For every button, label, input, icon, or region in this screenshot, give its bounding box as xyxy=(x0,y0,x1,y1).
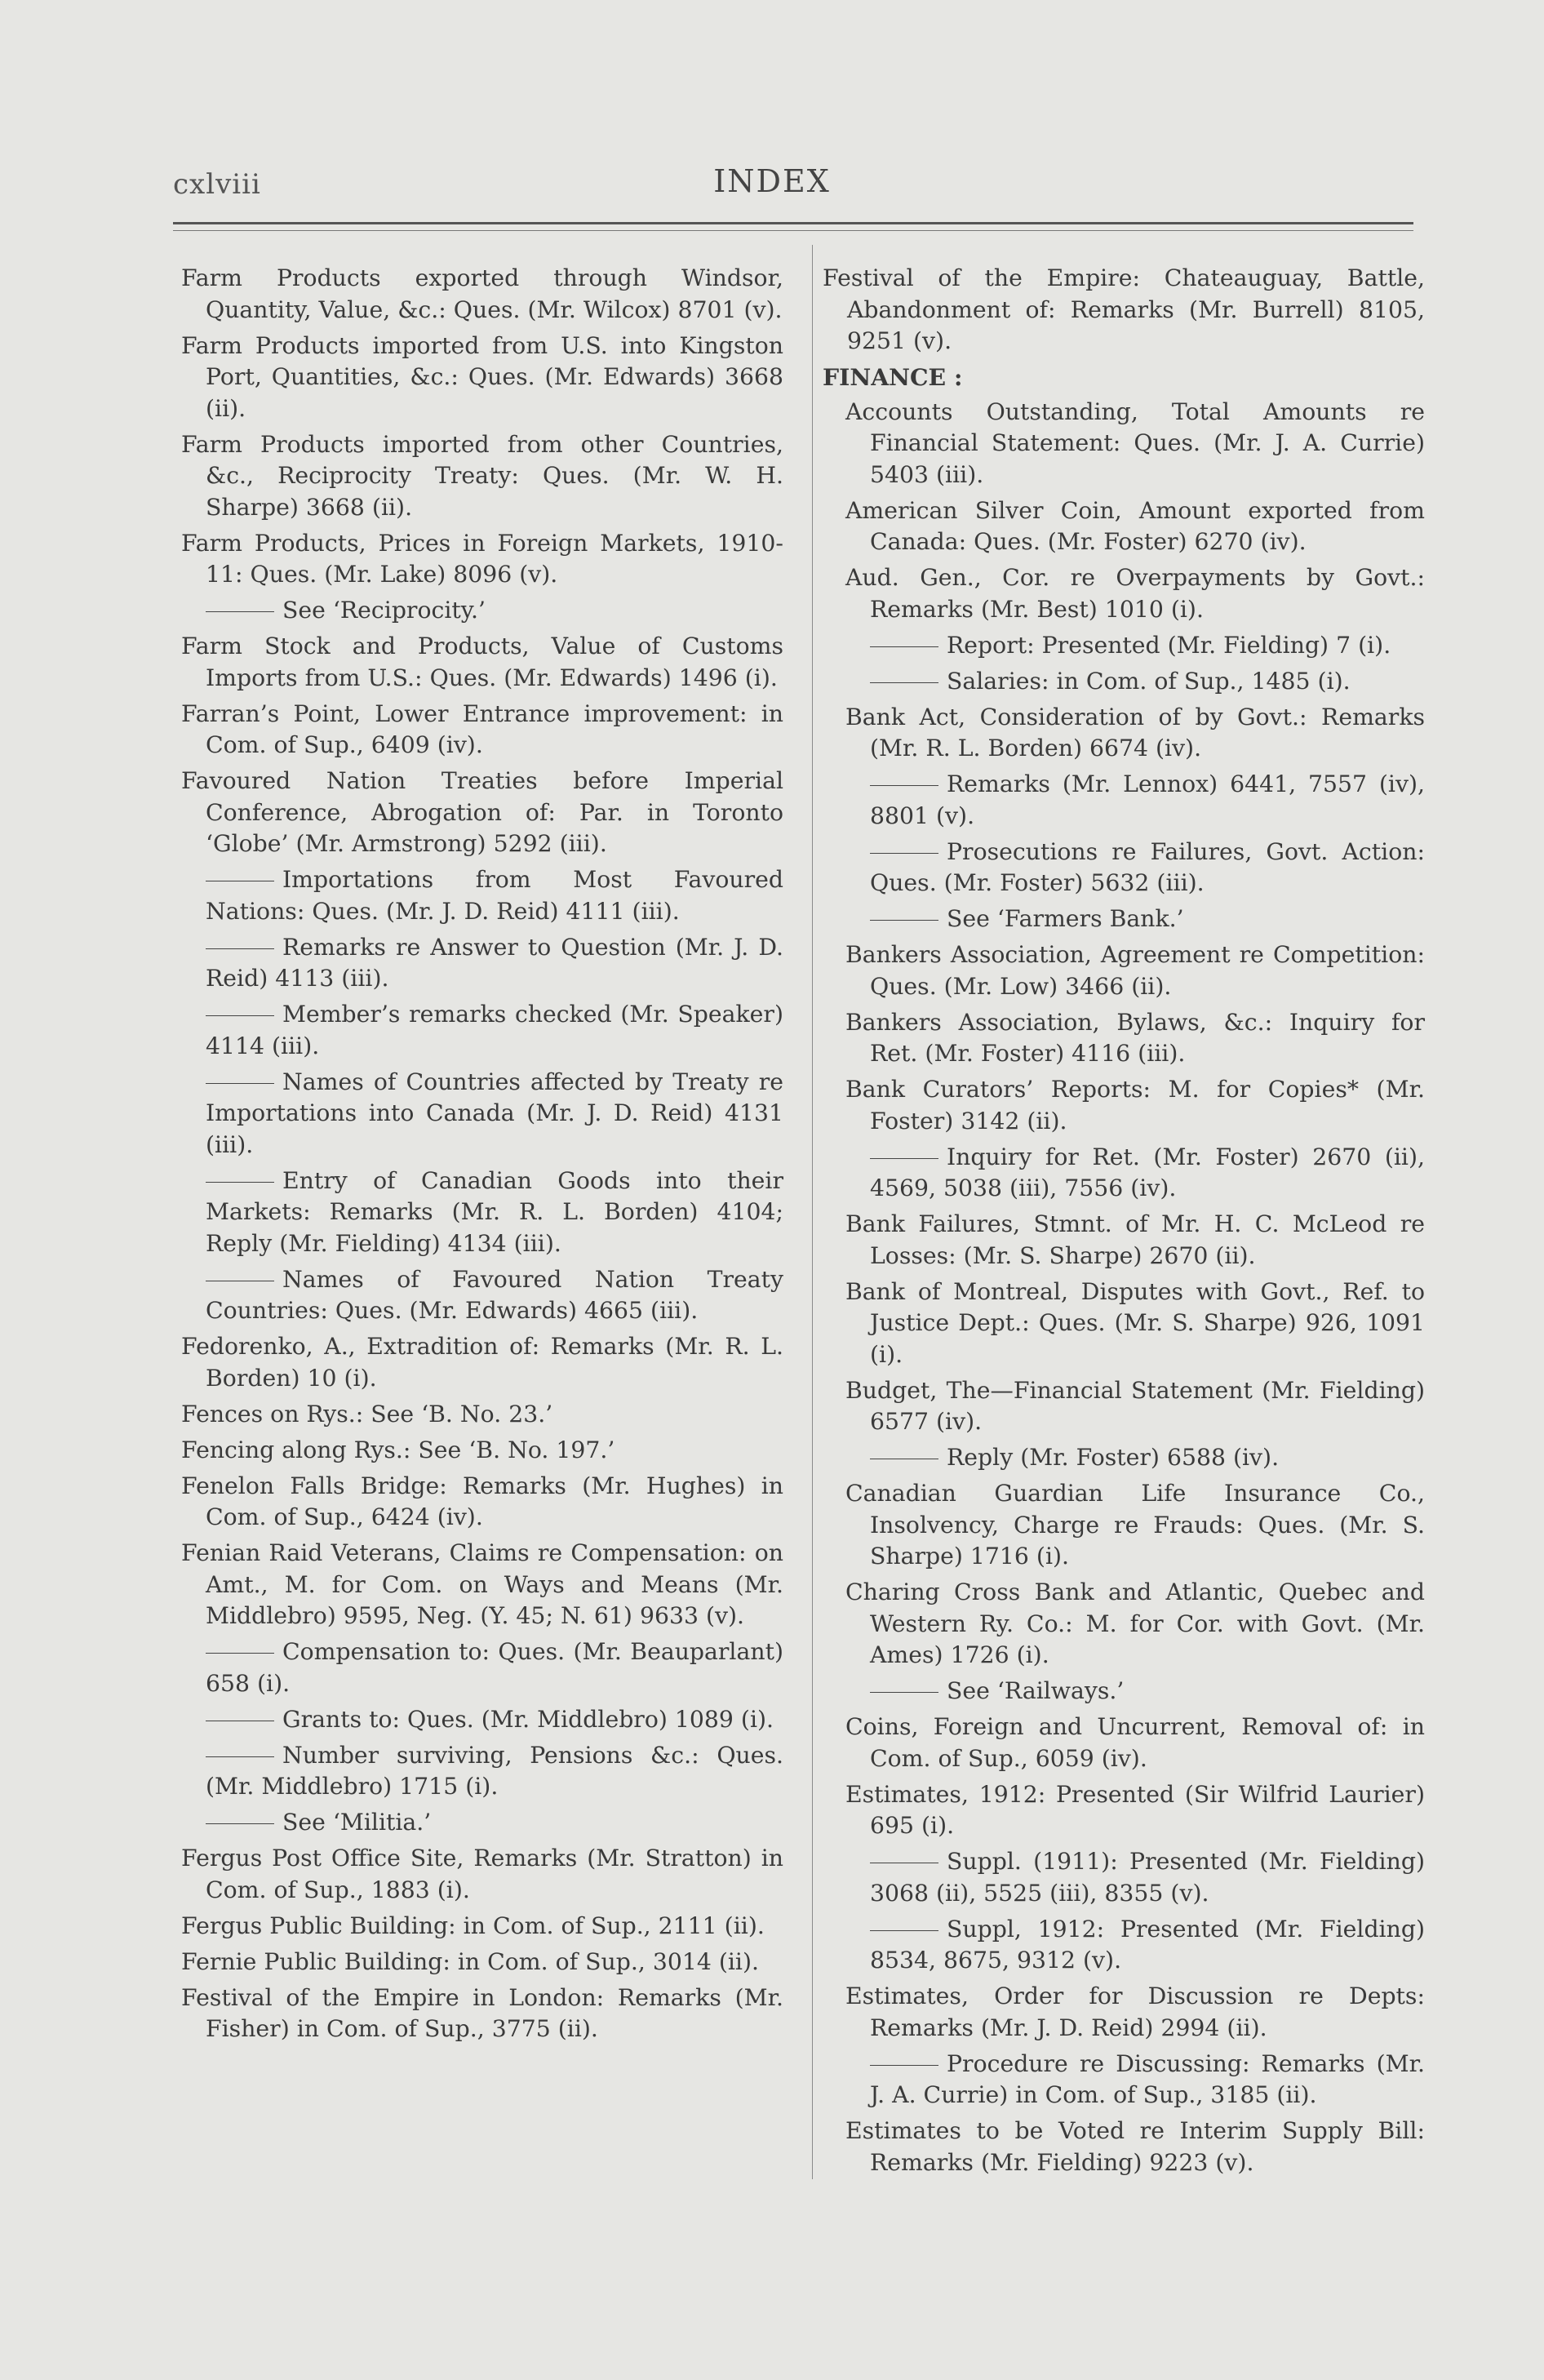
index-subentry: Importations from Most Favoured Nations: Ques. (Mr. J. D. Reid) 4111 (iii). xyxy=(181,864,783,927)
index-subentry: Compensation to: Ques. (Mr. Beauparlant) 658 (i). xyxy=(181,1636,783,1699)
index-entry: Fedorenko, A., Extradition of: Remarks (Mr. R. L. Borden) 10 (i). xyxy=(181,1333,783,1392)
index-entry: Fergus Post Office Site, Remarks (Mr. Stratton) in Com. of Sup., 1883 (i). xyxy=(181,1845,783,1903)
index-subentry: Grants to: Ques. (Mr. Middlebro) 1089 (i). xyxy=(181,1704,783,1736)
index-subentry: Remarks re Answer to Question (Mr. J. D. Reid) 4113 (iii). xyxy=(181,932,783,995)
index-subentry: See ‘Reciprocity.’ xyxy=(181,595,783,627)
index-entry: American Silver Coin, Amount exported from Canada: Ques. (Mr. Foster) 6270 (iv). xyxy=(845,496,1425,555)
index-entry: Farm Products imported from U.S. into Kingston Port, Quantities, &c.: Ques. (Mr. Edwards) 3668 (ii). xyxy=(181,331,783,422)
index-subentry: Procedure re Discussing: Remarks (Mr. J. A. Currie) in Com. of Sup., 3185 (ii). xyxy=(823,2049,1425,2111)
index-entry: Coins, Foreign and Uncurrent, Removal of: in Com. of Sup., 6059 (iv). xyxy=(845,1713,1425,1772)
index-entry: Budget, The—Financial Statement (Mr. Fielding) 6577 (iv). xyxy=(845,1376,1425,1435)
index-subentry: Salaries: in Com. of Sup., 1485 (i). xyxy=(823,666,1425,698)
index-entry: Bankers Association, Agreement re Competition: Ques. (Mr. Low) 3466 (ii). xyxy=(845,941,1425,1000)
index-subentry: Suppl. (1911): Presented (Mr. Fielding) 3068 (ii), 5525 (iii), 8355 (v). xyxy=(823,1846,1425,1909)
index-subentry: See ‘Farmers Bank.’ xyxy=(823,904,1425,935)
index-entry: Estimates, 1912: Presented (Sir Wilfrid Laurier) 695 (i). xyxy=(845,1780,1425,1839)
index-entry: Farm Products exported through Windsor, Quantity, Value, &c.: Ques. (Mr. Wilcox) 8701 (v). xyxy=(181,264,783,323)
index-entry: Favoured Nation Treaties before Imperial Conference, Abrogation of: Par. in Toronto ‘Globe’ (Mr. Armstrong) 5292 (iii). xyxy=(181,767,783,857)
index-subentry: Names of Favoured Nation Treaty Countries: Ques. (Mr. Edwards) 4665 (iii). xyxy=(181,1264,783,1327)
index-entry: Bankers Association, Bylaws, &c.: Inquiry for Ret. (Mr. Foster) 4116 (iii). xyxy=(845,1008,1425,1067)
index-subentry: Number surviving, Pensions &c.: Ques. (Mr. Middlebro) 1715 (i). xyxy=(181,1740,783,1803)
index-entry: Farm Products imported from other Countries, &c., Reciprocity Treaty: Ques. (Mr. W. H. Sharpe) 3668 (ii). xyxy=(181,430,783,521)
index-entry: Festival of the Empire: Chateauguay, Battle, Abandonment of: Remarks (Mr. Burrell) 8105, 9251 (v). xyxy=(823,264,1425,354)
index-subentry: Member’s remarks checked (Mr. Speaker) 4114 (iii). xyxy=(181,999,783,1062)
right-column xyxy=(823,263,1425,2183)
index-entry: Festival of the Empire in London: Remarks (Mr. Fisher) in Com. of Sup., 3775 (ii). xyxy=(181,1983,783,2042)
index-subentry: See ‘Militia.’ xyxy=(181,1807,783,1839)
index-entry: Fencing along Rys.: See ‘B. No. 197.’ xyxy=(181,1436,615,1463)
index-entry: Aud. Gen., Cor. re Overpayments by Govt.: Remarks (Mr. Best) 1010 (i). xyxy=(845,564,1425,623)
page-number: cxlviii xyxy=(173,168,261,201)
column-divider xyxy=(812,245,813,2179)
index-entry: Estimates to be Voted re Interim Supply Bill: Remarks (Mr. Fielding) 9223 (v). xyxy=(845,2117,1425,2176)
index-subentry: Inquiry for Ret. (Mr. Foster) 2670 (ii), 4569, 5038 (iii), 7556 (iv). xyxy=(823,1142,1425,1205)
index-entry: Farm Products, Prices in Foreign Markets, 1910-11: Ques. (Mr. Lake) 8096 (v). xyxy=(181,529,783,588)
index-entry: Bank Curators’ Reports: M. for Copies* (Mr. Foster) 3142 (ii). xyxy=(845,1076,1425,1134)
index-subentry: Reply (Mr. Foster) 6588 (iv). xyxy=(823,1442,1425,1474)
index-entry: Accounts Outstanding, Total Amounts re Financial Statement: Ques. (Mr. J. A. Currie) 5403 (iii). xyxy=(845,397,1425,488)
index-subentry: Suppl, 1912: Presented (Mr. Fielding) 8534, 8675, 9312 (v). xyxy=(823,1914,1425,1977)
index-entry: Fences on Rys.: See ‘B. No. 23.’ xyxy=(181,1400,553,1428)
index-entry: Bank of Montreal, Disputes with Govt., Ref. to Justice Dept.: Ques. (Mr. S. Sharpe) 926, 1091 (i). xyxy=(845,1277,1425,1368)
index-subentry: Names of Countries affected by Treaty re Importations into Canada (Mr. J. D. Reid) 4131 (iii). xyxy=(181,1067,783,1161)
index-subentry: Prosecutions re Failures, Govt. Action: Ques. (Mr. Foster) 5632 (iii). xyxy=(823,837,1425,899)
index-entry: Bank Act, Consideration of by Govt.: Remarks (Mr. R. L. Borden) 6674 (iv). xyxy=(845,703,1425,762)
index-entry: Farran’s Point, Lower Entrance improvement: in Com. of Sup., 6409 (iv). xyxy=(181,699,783,758)
index-entry: Estimates, Order for Discussion re Depts: Remarks (Mr. J. D. Reid) 2994 (ii). xyxy=(845,1983,1425,2041)
section-heading: FINANCE : xyxy=(823,363,963,391)
index-subentry: Remarks (Mr. Lennox) 6441, 7557 (iv), 8801 (v). xyxy=(823,769,1425,832)
index-entry: Canadian Guardian Life Insurance Co., Insolvency, Charge re Frauds: Ques. (Mr. S. Sharpe) 1716 (i). xyxy=(845,1480,1425,1570)
index-entry: Fenelon Falls Bridge: Remarks (Mr. Hughes) in Com. of Sup., 6424 (iv). xyxy=(181,1472,783,1530)
index-subentry: See ‘Railways.’ xyxy=(823,1676,1425,1707)
index-entry: Farm Stock and Products, Value of Customs Imports from U.S.: Ques. (Mr. Edwards) 1496 (i). xyxy=(181,633,783,691)
page-title: INDEX xyxy=(713,163,831,199)
header-rule-thin xyxy=(173,230,1413,231)
index-subentry: Report: Presented (Mr. Fielding) 7 (i). xyxy=(823,630,1425,662)
left-column xyxy=(181,263,783,2049)
index-entry: Fernie Public Building: in Com. of Sup., 3014 (ii). xyxy=(181,1947,760,1975)
index-entry: Fenian Raid Veterans, Claims re Compensation: on Amt., M. for Com. on Ways and Means (Mr. Middlebro) 9595, Neg. (Y. 45; N. 61) 9633 (v). xyxy=(181,1539,783,1629)
index-entry: Fergus Public Building: in Com. of Sup., 2111 (ii). xyxy=(181,1912,765,1939)
index-entry: Charing Cross Bank and Atlantic, Quebec and Western Ry. Co.: M. for Cor. with Govt. (Mr. Ames) 1726 (i). xyxy=(845,1579,1425,1668)
index-entry: Bank Failures, Stmnt. of Mr. H. C. McLeod re Losses: (Mr. S. Sharpe) 2670 (ii). xyxy=(845,1210,1425,1269)
header-rule-thick xyxy=(173,222,1413,224)
index-subentry: Entry of Canadian Goods into their Markets: Remarks (Mr. R. L. Borden) 4104; Reply (Mr. Fielding) 4134 (iii). xyxy=(181,1166,783,1260)
